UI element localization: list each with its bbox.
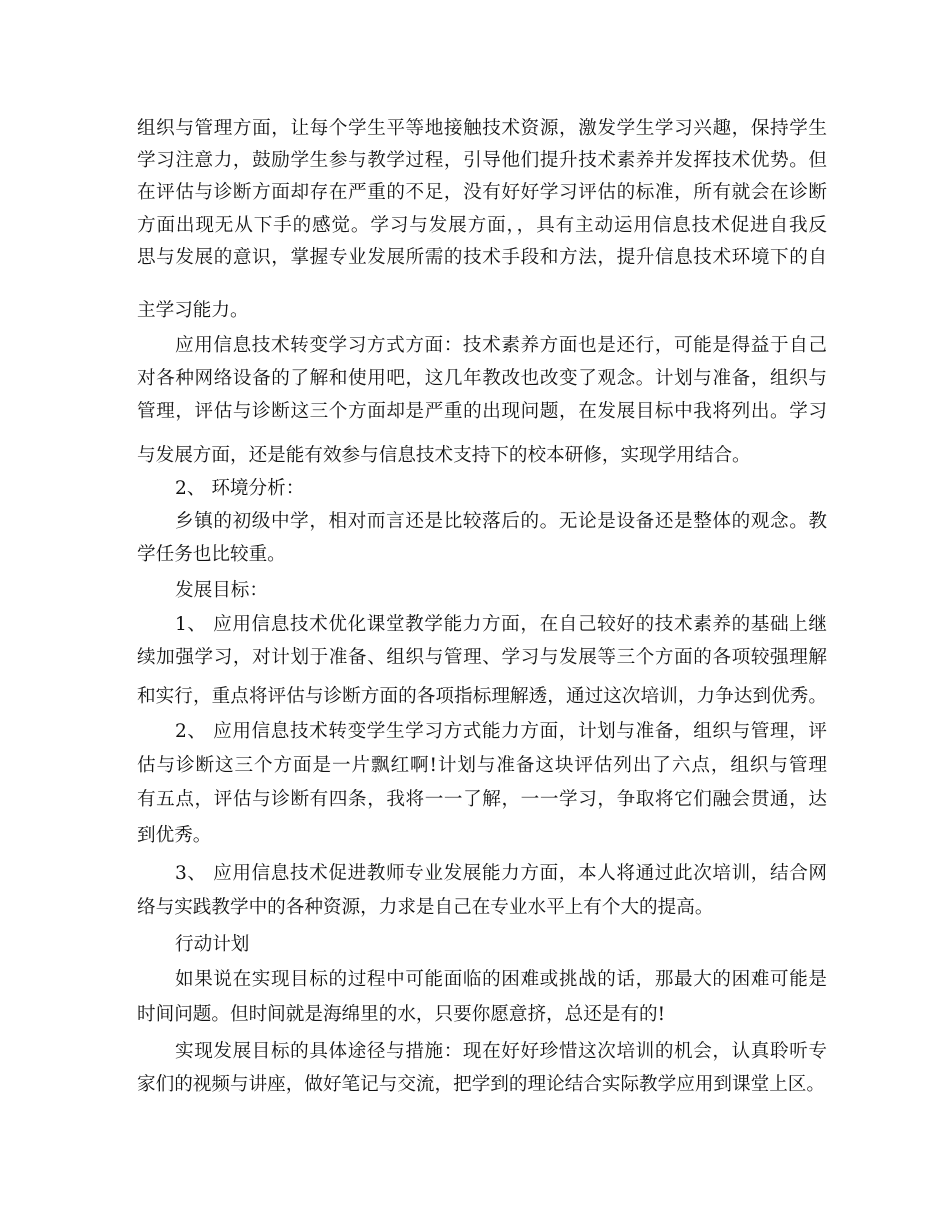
- text-line: 和实行，重点将评估与诊断方面的各项指标理解透，通过这次培训，力争达到优秀。: [137, 686, 827, 707]
- paragraph-first-line: 实现发展目标的具体途径与措施：现在好好珍惜这次培训的机会，认真聆听专: [175, 1041, 827, 1062]
- paragraph-first-line: 乡镇的初级中学，相对而言还是比较落后的。无论是设备还是整体的观念。教: [175, 511, 827, 532]
- text-line: 学任务也比较重。: [137, 544, 286, 565]
- text-line: 方面出现无从下手的感觉。学习与发展方面，，具有主动运用信息技术促进自我反: [137, 215, 827, 236]
- paragraph-first-line: 3、 应用信息技术促进教师专业发展能力方面，本人将通过此次培训，结合网: [175, 863, 827, 884]
- text-line: 管理，评估与诊断这三个方面却是严重的出现问题，在发展目标中我将列出。学习: [137, 401, 827, 422]
- text-line: 估与诊断这三个方面是一片飘红啊!计划与准备这块评估列出了六点，组织与管理: [137, 755, 827, 776]
- text-line: 主学习能力。: [137, 300, 249, 321]
- text-line: 家们的视频与讲座，做好笔记与交流，把学到的理论结合实际教学应用到课堂上区。: [137, 1074, 825, 1095]
- paragraph-first-line: 2、 应用信息技术转变学生学习方式能力方面，计划与准备，组织与管理，评: [175, 721, 827, 742]
- paragraph-first-line: 如果说在实现目标的过程中可能面临的困难或挑战的话，那最大的困难可能是: [175, 969, 827, 990]
- paragraph-first-line: 1、 应用信息技术优化课堂教学能力方面，在自己较好的技术素养的基础上继: [175, 614, 827, 635]
- text-line: 续加强学习，对计划于准备、组织与管理、学习与发展等三个方面的各项较强理解: [137, 647, 827, 668]
- text-line: 在评估与诊断方面却存在严重的不足，没有好好学习评估的标准，所有就会在诊断: [137, 182, 827, 203]
- text-line: 到优秀。: [137, 825, 212, 846]
- paragraph-first-line: 应用信息技术转变学习方式方面：技术素养方面也是还行，可能是得益于自己: [175, 335, 827, 356]
- text-line: 对各种网络设备的了解和使用吧，这几年教改也改变了观念。计划与准备，组织与: [137, 368, 827, 389]
- text-line: 络与实践教学中的各种资源，力求是自己在专业水平上有个大的提高。: [137, 897, 714, 918]
- text-line: 学习注意力，鼓励学生参与教学过程，引导他们提升技术素养并发挥技术优势。但: [137, 150, 827, 171]
- text-line: 组织与管理方面，让每个学生平等地接触技术资源，激发学生学习兴趣，保持学生: [137, 118, 827, 139]
- section-heading: 发展目标：: [175, 580, 268, 601]
- text-line: 有五点，评估与诊断有四条，我将一一了解，一一学习，争取将它们融会贯通，达: [137, 789, 827, 810]
- text-line: 与发展方面，还是能有效参与信息技术支持下的校本研修，实现学用结合。: [137, 445, 751, 466]
- text-line: 思与发展的意识，掌握专业发展所需的技术手段和方法，提升信息技术环境下的自: [137, 247, 827, 268]
- section-heading: 行动计划: [175, 934, 250, 955]
- text-line: 时间问题。但时间就是海绵里的水，只要你愿意挤，总还是有的!: [137, 1004, 666, 1025]
- section-heading: 2、 环境分析：: [175, 478, 305, 499]
